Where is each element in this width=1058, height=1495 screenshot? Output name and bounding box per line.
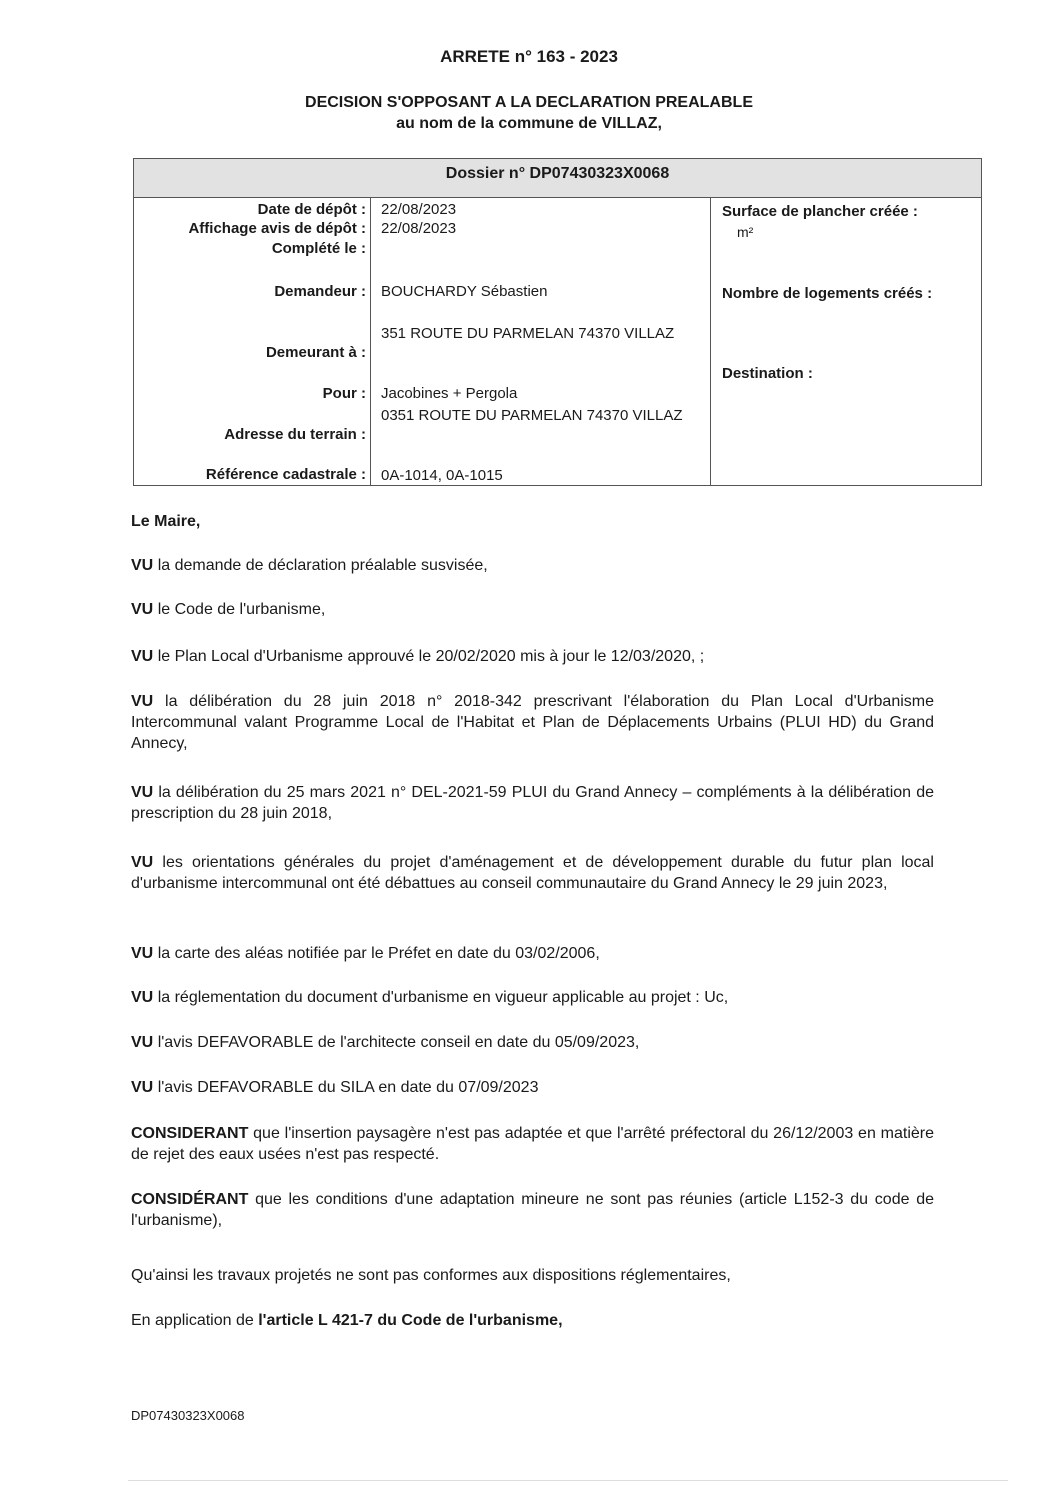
label-date-depot: Date de dépôt :	[257, 201, 366, 218]
page-bottom-rule	[128, 1480, 1008, 1481]
value-demeurant: 351 ROUTE DU PARMELAN 74370 VILLAZ	[381, 325, 675, 342]
value-affichage: 22/08/2023	[381, 220, 457, 237]
vu-keyword: VU	[131, 989, 154, 1006]
vu-keyword: VU	[131, 601, 154, 618]
label-reference-cadastrale: Référence cadastrale :	[205, 466, 366, 483]
vu-text: le Plan Local d'Urbanisme approuvé le 20/02/2020 mis à jour le 12/03/2020, ;	[157, 648, 705, 665]
application-article: l'article L 421-7 du Code de l'urbanisme,	[258, 1312, 563, 1329]
vu-keyword: VU	[131, 854, 154, 871]
label-adresse-terrain: Adresse du terrain :	[224, 426, 366, 443]
dossier-table	[133, 158, 982, 486]
vu-text: la demande de déclaration préalable susvisée,	[157, 557, 488, 574]
vu-keyword: VU	[131, 648, 154, 665]
footer-reference: DP07430323X0068	[131, 1408, 245, 1423]
vu-text: le Code de l'urbanisme,	[157, 601, 326, 618]
considerant-keyword: CONSIDERANT	[131, 1125, 249, 1142]
label-complete: Complété le :	[271, 240, 366, 257]
value-reference-cadastrale: 0A-1014, 0A-1015	[381, 467, 503, 484]
considerant-text: que les conditions d'une adaptation mineure ne sont pas réunies (article L152-3 du code de l'urbanisme),	[131, 1191, 935, 1229]
label-demandeur: Demandeur :	[274, 283, 366, 300]
vu-paragraph-7	[131, 943, 934, 964]
vu-keyword: VU	[131, 1079, 154, 1096]
considerant-paragraph-2	[131, 1189, 934, 1231]
vu-keyword: VU	[131, 784, 154, 801]
label-surface-plancher: Surface de plancher créée :	[722, 203, 918, 220]
column-divider-right	[710, 198, 711, 485]
label-nombre-logements: Nombre de logements créés :	[722, 285, 933, 302]
label-demeurant: Demeurant à :	[265, 344, 366, 361]
vu-text: la réglementation du document d'urbanisme en vigueur applicable au projet : Uc,	[157, 989, 729, 1006]
vu-text: la délibération du 25 mars 2021 n° DEL-2021-59 PLUI du Grand Annecy – compléments à la délibération de prescription du 28 juin 2018,	[131, 784, 934, 822]
vu-paragraph-8	[131, 987, 934, 1008]
value-adresse-terrain: 0351 ROUTE DU PARMELAN 74370 VILLAZ	[381, 407, 683, 424]
considerant-paragraph-1	[131, 1123, 934, 1165]
application-paragraph	[131, 1310, 934, 1331]
considerant-text: que l'insertion paysagère n'est pas adaptée et que l'arrêté préfectoral du 26/12/2003 en matière de rejet des eaux usées n'est pas respecté.	[131, 1125, 934, 1163]
vu-paragraph-2	[131, 599, 934, 620]
vu-paragraph-10	[131, 1077, 934, 1098]
label-affichage: Affichage avis de dépôt :	[188, 220, 366, 237]
vu-paragraph-1	[131, 555, 934, 576]
vu-keyword: VU	[131, 1034, 154, 1051]
label-destination: Destination :	[722, 365, 813, 382]
vu-text: l'avis DEFAVORABLE du SILA en date du 07/09/2023	[157, 1079, 539, 1096]
vu-keyword: VU	[131, 557, 154, 574]
vu-paragraph-4	[131, 691, 934, 754]
le-maire: Le Maire,	[131, 513, 201, 530]
quainsi-paragraph: Qu'ainsi les travaux projetés ne sont pas conformes aux dispositions réglementaires,	[131, 1267, 731, 1284]
vu-paragraph-5	[131, 782, 934, 824]
value-date-depot: 22/08/2023	[381, 201, 457, 218]
arrete-title: ARRETE n° 163 - 2023	[440, 47, 618, 66]
vu-text: l'avis DEFAVORABLE de l'architecte conseil en date du 05/09/2023,	[157, 1034, 640, 1051]
vu-keyword: VU	[131, 693, 154, 710]
label-pour: Pour :	[322, 385, 366, 402]
value-surface-unit: m²	[737, 224, 754, 240]
vu-paragraph-9	[131, 1032, 934, 1053]
vu-text: les orientations générales du projet d'aménagement et de développement durable du futur plan local d'urbanisme intercommunal ont été débattues au conseil communautaire du Grand Annecy le 29 juin 2023,	[131, 854, 934, 892]
vu-paragraph-3	[131, 646, 934, 667]
value-demandeur: BOUCHARDY Sébastien	[381, 283, 548, 300]
column-divider-left	[370, 198, 371, 485]
decision-subtitle: au nom de la commune de VILLAZ,	[396, 115, 662, 132]
value-pour: Jacobines + Pergola	[381, 385, 518, 402]
vu-paragraph-6	[131, 852, 934, 894]
decision-title: DECISION S'OPPOSANT A LA DECLARATION PREALABLE	[305, 94, 753, 111]
dossier-number: Dossier n° DP07430323X0068	[134, 159, 981, 198]
application-prefix: En application de	[131, 1312, 254, 1329]
vu-text: la délibération du 28 juin 2018 n° 2018-342 prescrivant l'élaboration du Plan Local d'Urbanisme Intercommunal valant Programme Local de l'Habitat et Plan de Déplacements Urbains (PLUI HD) du Grand Annecy,	[131, 693, 934, 752]
considerant-keyword: CONSIDÉRANT	[131, 1191, 249, 1208]
vu-text: la carte des aléas notifiée par le Préfet en date du 03/02/2006,	[157, 945, 600, 962]
vu-keyword: VU	[131, 945, 154, 962]
